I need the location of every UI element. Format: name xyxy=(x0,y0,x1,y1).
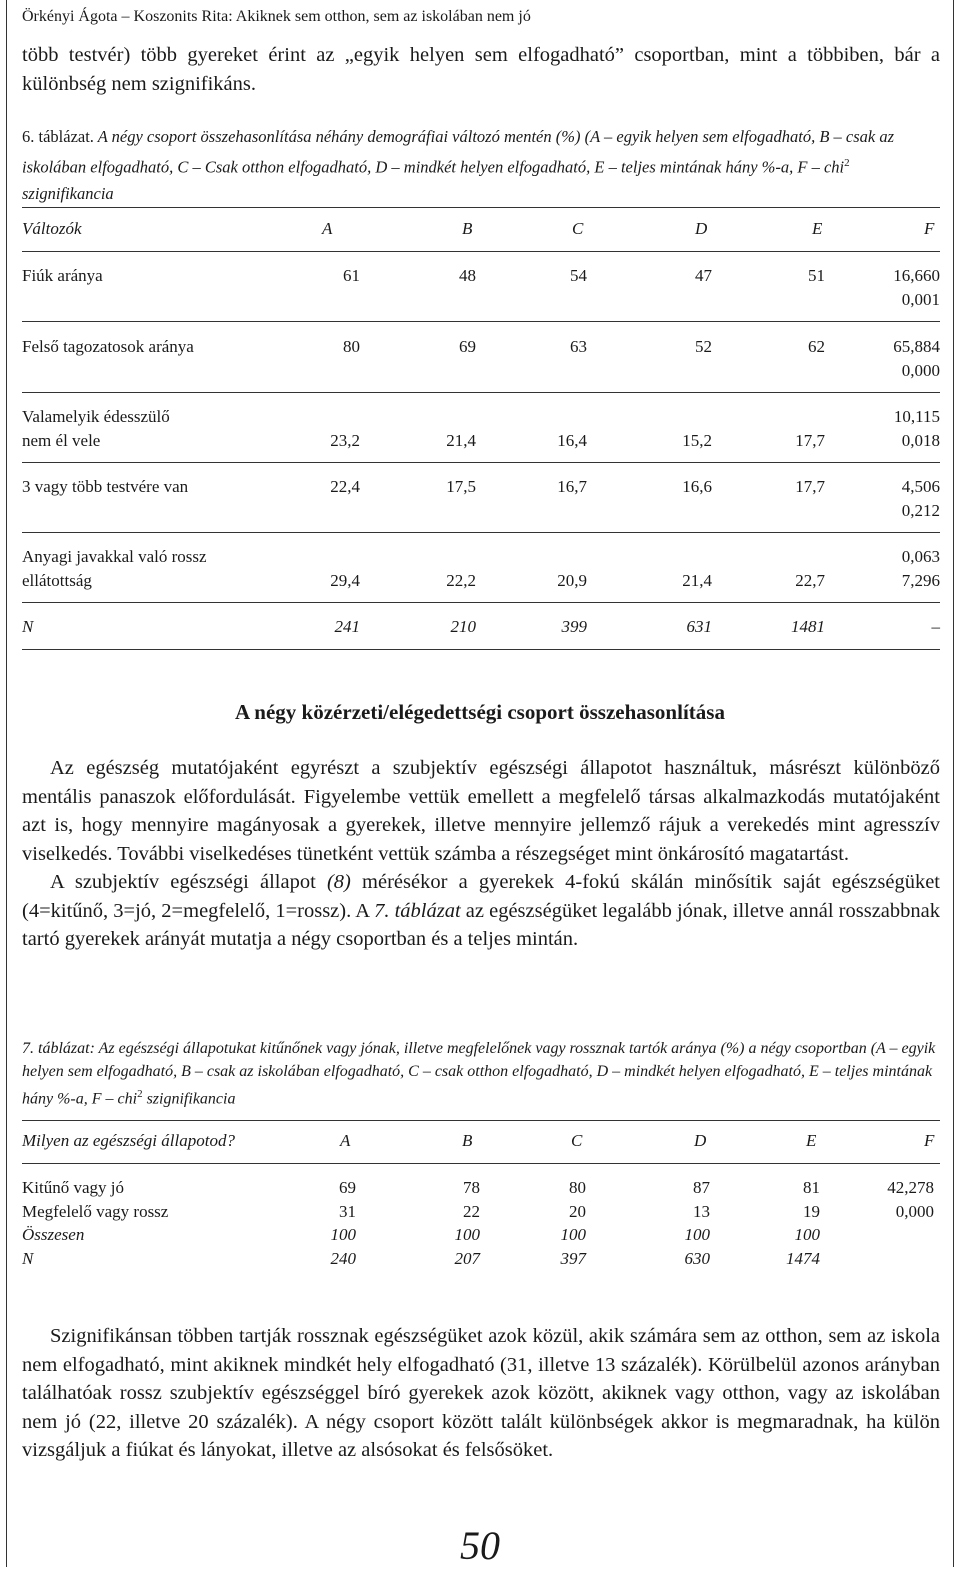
cell-a: 23,2 xyxy=(330,431,360,450)
cell-c: 16,7 xyxy=(557,477,587,496)
cell-e: 100 xyxy=(794,1225,820,1244)
row-label: 3 vagy több testvére van xyxy=(22,477,189,496)
cell-e: 1481 xyxy=(791,617,825,636)
cell-f: – xyxy=(931,617,940,636)
table6-top-rule xyxy=(22,207,940,208)
cell-f-stat: 10,115 xyxy=(893,407,940,426)
section-title: A négy közérzeti/elégedettségi csoport összehasonlítása xyxy=(235,700,725,724)
cell-d: 87 xyxy=(693,1178,710,1197)
table7-caption-sup: 2 xyxy=(137,1088,143,1100)
cell-d: 631 xyxy=(686,617,712,636)
cell-f-sig: 7,296 xyxy=(901,571,940,590)
table6-header-d: D xyxy=(695,219,708,238)
cell-f-stat: 16,660 xyxy=(893,266,940,285)
cell-b: 48 xyxy=(459,266,476,285)
cell-f-sig: 0,212 xyxy=(901,501,940,520)
cell-e: 17,7 xyxy=(795,431,825,450)
cell-f-stat: 65,884 xyxy=(893,337,940,356)
table6-header-e: E xyxy=(812,219,823,238)
cell-b: 78 xyxy=(463,1178,480,1197)
cell-b: 21,4 xyxy=(446,431,476,450)
cell-a: 69 xyxy=(339,1178,356,1197)
table6-header-c: C xyxy=(572,219,584,238)
table6-caption-text: A négy csoport összehasonlítása néhány demográfiai változó mentén (%) (A – egyik helyen sem elfogadható, B – csak az iskolában elfogadható, C – Csak otthon elfogadható, D – mindkét helyen elfogadható, E – teljes mintának hány %-a, F – chi xyxy=(22,127,895,177)
table7-header-f: F xyxy=(924,1131,935,1150)
cell-a: 241 xyxy=(334,617,360,636)
table6-row-rule xyxy=(22,602,940,603)
table7-header-b: B xyxy=(462,1131,473,1150)
cell-c: 80 xyxy=(569,1178,586,1197)
cell-e: 17,7 xyxy=(795,477,825,496)
table6-row-rule xyxy=(22,321,940,322)
cell-a: 31 xyxy=(339,1202,356,1221)
para2b-end: az egészségüket legalább jónak, illetve annál rosszabbnak tartó gyerekek arányát mutatja a négy csoportban és a teljes mintán. xyxy=(22,899,940,950)
cell-e: 19 xyxy=(803,1202,820,1221)
cell-a: 22,4 xyxy=(330,477,360,496)
cell-d: 21,4 xyxy=(682,571,712,590)
row-label: Összesen xyxy=(22,1225,85,1244)
row-label: Megfelelő vagy rossz xyxy=(22,1202,169,1221)
cell-c: 16,4 xyxy=(557,431,587,450)
table7-header-e: E xyxy=(806,1131,817,1150)
cell-d: 52 xyxy=(695,337,712,356)
cell-c: 100 xyxy=(560,1225,586,1244)
table7-header-rule xyxy=(22,1163,940,1164)
cell-f-sig: 0,018 xyxy=(901,431,940,450)
cell-a: 240 xyxy=(330,1249,356,1268)
page-number: 50 xyxy=(460,1523,500,1568)
paragraph-2b xyxy=(22,868,940,954)
cell-f: 42,278 xyxy=(887,1178,934,1197)
para2b-table-ref: 7. táblázat xyxy=(374,899,461,922)
cell-c: 63 xyxy=(570,337,587,356)
para2b-start: A szubjektív egészségi állapot xyxy=(50,871,327,893)
row-label-2: ellátottság xyxy=(22,571,92,590)
row-label-2: nem él vele xyxy=(22,431,101,450)
left-margin-rule xyxy=(6,0,7,1567)
cell-b: 22 xyxy=(463,1202,480,1221)
cell-f-stat: 4,506 xyxy=(901,477,940,496)
table6-caption-number: 6. táblázat. xyxy=(22,127,94,146)
cell-b: 69 xyxy=(459,337,476,356)
cell-a: 61 xyxy=(343,266,360,285)
table6-row-rule xyxy=(22,532,940,533)
table6-row-rule xyxy=(22,462,940,463)
row-label: Fiúk aránya xyxy=(22,266,103,285)
cell-a: 29,4 xyxy=(330,571,360,590)
row-label: Kitűnő vagy jó xyxy=(22,1178,124,1197)
cell-d: 100 xyxy=(684,1225,710,1244)
cell-d: 15,2 xyxy=(682,431,712,450)
cell-f-sig: 0,001 xyxy=(901,290,940,309)
table6-row-rule xyxy=(22,392,940,393)
cell-f-stat: 0,063 xyxy=(901,547,940,566)
paragraph-3 xyxy=(22,1322,940,1465)
table6-header-b: B xyxy=(462,219,473,238)
cell-c: 54 xyxy=(570,266,587,285)
paragraph-2 xyxy=(22,754,940,954)
table6-header-a: A xyxy=(322,219,333,238)
cell-b: 100 xyxy=(454,1225,480,1244)
para2b-mid: mérésékor a gyerekek 4-fokú skálán minősítik saját egészségüket (4=kitűnő, 3=jó, 2=megfelelő, 1=rossz). A xyxy=(22,871,940,922)
cell-c: 20 xyxy=(569,1202,586,1221)
table7-header-c: C xyxy=(571,1131,583,1150)
cell-a: 80 xyxy=(343,337,360,356)
paragraph-1: több testvér) több gyereket érint az „egyik helyen sem elfogadható” csoportban, mint a többiben, bár a különbség nem szignifikáns. xyxy=(22,44,940,95)
table6-header-label: Változók xyxy=(22,219,82,238)
row-label: Felső tagozatosok aránya xyxy=(22,337,194,356)
table7-caption-end: szignifikancia xyxy=(142,1090,236,1108)
table7-header-label: Milyen az egészségi állapotod? xyxy=(22,1131,235,1150)
cell-d: 16,6 xyxy=(682,477,712,496)
cell-d: 47 xyxy=(695,266,712,285)
cell-f-sig: 0,000 xyxy=(901,361,940,380)
cell-b: 207 xyxy=(454,1249,480,1268)
cell-d: 13 xyxy=(693,1202,710,1221)
cell-c: 20,9 xyxy=(557,571,587,590)
table7-caption xyxy=(22,1038,940,1111)
cell-f: 0,000 xyxy=(895,1202,934,1221)
cell-b: 22,2 xyxy=(446,571,476,590)
table7-caption-text: 7. táblázat: Az egészségi állapotukat kitűnőnek vagy jónak, illetve megfelelőnek vagy rossznak tartók aránya (%) a négy csoportban (A – egyik helyen sem elfogadható, B – csak az iskolában elfogadható, C – csak otthon elfogadható, D – mindkét helyen elfogadható, E – teljes mintának hány %-a, F – chi xyxy=(22,1040,936,1108)
table6-bottom-rule xyxy=(22,649,940,650)
table6-header-f: F xyxy=(924,219,935,238)
cell-e: 22,7 xyxy=(795,571,825,590)
cell-c: 399 xyxy=(561,617,587,636)
table6-header-rule xyxy=(22,251,940,252)
paragraph-2a: Az egészség mutatójaként egyrészt a szubjektív egészségi állapotot használtuk, másrészt különböző mentális panaszok előfordulását. Figyelembe vettük emellett a megfelelő társas alkalmazkodás mutatójaként azt is, hogy mennyire magányosak a gyerekek, illetve mennyire jellemző rájuk a verekedés mint agresszív viselkedés. További viselkedéses tünetként vettük számba a részegséget mint önkárosító magatartást. xyxy=(22,757,940,865)
cell-d: 630 xyxy=(684,1249,710,1268)
cell-e: 1474 xyxy=(786,1249,820,1268)
cell-b: 210 xyxy=(450,617,476,636)
cell-a: 100 xyxy=(330,1225,356,1244)
row-label: N xyxy=(22,617,34,636)
running-head: Örkényi Ágota – Koszonits Rita: Akiknek sem otthon, sem az iskolában nem jó xyxy=(22,8,531,25)
para2b-ref: (8) xyxy=(326,871,351,893)
cell-c: 397 xyxy=(560,1249,586,1268)
row-label: N xyxy=(22,1249,34,1268)
cell-e: 62 xyxy=(808,337,825,356)
table6-caption-end: szignifikancia xyxy=(22,183,114,203)
row-label: Valamelyik édesszülő xyxy=(22,407,170,426)
cell-e: 51 xyxy=(808,266,825,285)
right-margin-rule xyxy=(953,0,954,1567)
row-label: Anyagi javakkal való rossz xyxy=(22,547,207,566)
table6-caption xyxy=(22,124,940,207)
table6-caption-sup: 2 xyxy=(844,157,850,169)
table7-header-d: D xyxy=(694,1131,707,1150)
cell-b: 17,5 xyxy=(446,477,476,496)
cell-e: 81 xyxy=(803,1178,820,1197)
paragraph-3-text: Szignifikánsan többen tartják rossznak egészségüket azok közül, akik számára sem az otthon, sem az iskola nem elfogadható, mint akiknek mindkét hely elfogadható (31, illetve 13 százalék). Körülbelül azonos arányban találhatóak rossz szubjektív egészséggel bíró gyerekek azok között, akiknek vagy otthon, vagy az iskolában nem jó (22, illetve 20 százalék). A négy csoport között talált különbségek akkor is megmaradnak, ha külön vizsgáljuk a fiúkat és lányokat, illetve az alsósokat és felsősöket. xyxy=(22,1325,940,1461)
table7-header-a: A xyxy=(340,1131,351,1150)
table7-top-rule xyxy=(22,1120,940,1121)
